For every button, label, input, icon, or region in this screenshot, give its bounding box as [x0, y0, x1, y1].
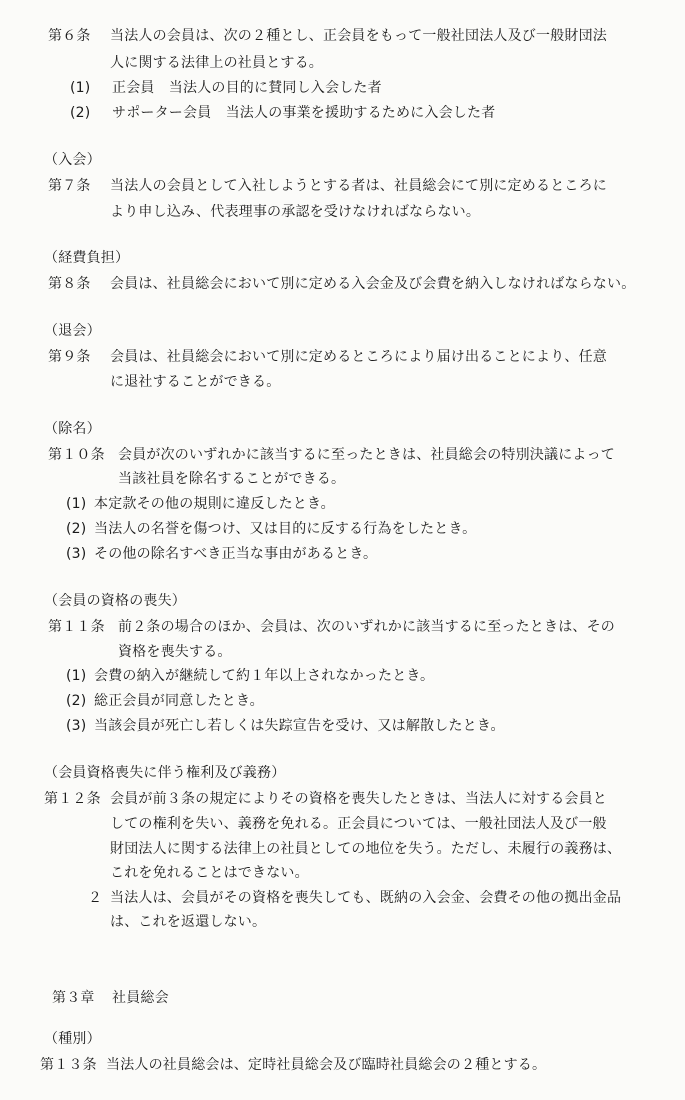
- article-12-line-2: しての権利を失い、義務を免れる。正会員については、一般社団法人及び一般: [110, 816, 607, 832]
- article-11-item-2: (2) 総正会員が同意したとき。: [66, 693, 264, 709]
- article-6-line-2: 人に関する法律上の社員とする。: [110, 55, 323, 71]
- article-9-number: 第９条: [48, 349, 91, 365]
- article-9-heading: （退会）: [44, 323, 101, 339]
- article-10-item-3: (3) その他の除名すべき正当な事由があるとき。: [66, 546, 378, 562]
- article-11-line-1: 第１１条 前２条の場合のほか、会員は、次のいずれかに該当するに至ったときは、その: [48, 619, 615, 635]
- article-10-number: 第１０条: [48, 447, 105, 463]
- article-6-item-1: (1) 正会員 当法人の目的に賛同し入会した者: [70, 80, 382, 96]
- article-8-line-1: 第８条 会員は、社員総会において別に定める入会金及び会費を納入しなければならない。: [48, 276, 636, 292]
- article-12-number: 第１２条: [44, 791, 101, 807]
- chapter-3-heading: [52, 989, 169, 1007]
- article-8-heading: （経費負担）: [44, 250, 130, 266]
- article-12-line-1: 第１２条 会員が前３条の規定によりその資格を喪失したときは、当法人に対する会員と: [44, 791, 607, 807]
- article-7-line-1: 第７条 当法人の会員として入社しようとする者は、社員総会にて別に定めるところに: [48, 178, 607, 194]
- article-9-line-1: 第９条 会員は、社員総会において別に定めるところにより届け出ることにより、任意: [48, 349, 607, 365]
- article-11-number: 第１１条: [48, 619, 105, 635]
- article-10-line-2: 当該社員を除名することができる。: [118, 471, 346, 487]
- article-12-heading: （会員資格喪失に伴う権利及び義務）: [44, 765, 286, 781]
- article-10-line-1: 第１０条 会員が次のいずれかに該当するに至ったときは、社員総会の特別決議によって: [48, 447, 615, 463]
- article-10-item-2: (2) 当法人の名誉を傷つけ、又は目的に反する行為をしたとき。: [66, 521, 477, 537]
- article-6-line-1: 第６条 当法人の会員は、次の２種とし、正会員をもって一般社団法人及び一般財団法: [48, 28, 607, 44]
- article-9-line-2: に退社することができる。: [110, 374, 281, 390]
- article-11-item-1: (1) 会費の納入が継続して約１年以上されなかったとき。: [66, 668, 435, 684]
- article-7-heading: （入会）: [44, 152, 101, 168]
- article-6-number: 第６条: [48, 28, 91, 44]
- article-11-item-3: (3) 当該会員が死亡し若しくは失踪宣告を受け、又は解散したとき。: [66, 718, 505, 734]
- article-12-line-3: 財団法人に関する法律上の社員としての地位を失う。ただし、未履行の義務は、: [110, 841, 622, 857]
- article-7-line-2: より申し込み、代表理事の承認を受けなければならない。: [110, 204, 481, 220]
- article-10-heading: （除名）: [44, 421, 101, 437]
- article-10-item-1: (1) 本定款その他の規則に違反したとき。: [66, 496, 335, 512]
- article-13-line-1: 第１３条 当法人の社員総会は、定時社員総会及び臨時社員総会の２種とする。: [40, 1057, 547, 1073]
- article-6-item-2: (2) サポーター会員 当法人の事業を援助するために入会した者: [70, 105, 496, 121]
- chapter-3-title: 社員総会: [112, 990, 169, 1006]
- article-11-line-2: 資格を喪失する。: [118, 644, 232, 660]
- article-13-heading: （種別）: [44, 1031, 101, 1047]
- article-12-paragraph-2-line-2: は、これを返還しない。: [110, 914, 267, 930]
- article-12-line-4: これを免れることはできない。: [110, 865, 309, 881]
- article-11-heading: （会員の資格の喪失）: [44, 593, 186, 609]
- article-12-paragraph-2-number: ２: [88, 890, 103, 906]
- article-12-paragraph-2-line-1: ２ 当法人は、会員がその資格を喪失しても、既納の入会金、会費その他の拠出金品: [88, 890, 622, 906]
- article-7-number: 第７条: [48, 178, 91, 194]
- article-13-number: 第１３条: [40, 1057, 97, 1073]
- article-8-number: 第８条: [48, 276, 91, 292]
- chapter-3-number: 第３章: [52, 990, 95, 1006]
